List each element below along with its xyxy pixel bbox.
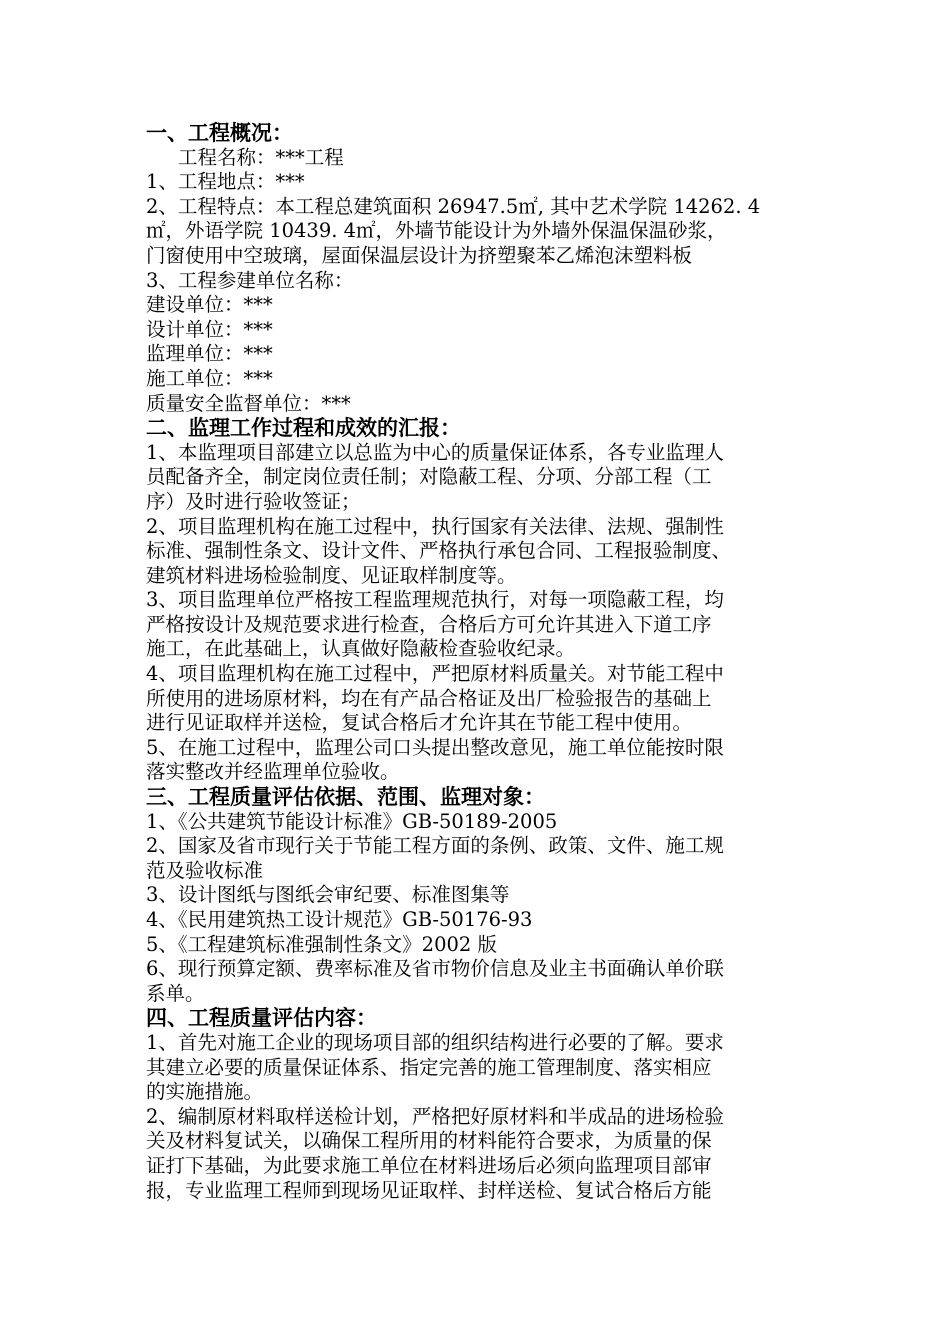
text-line: 建设单位：***	[146, 293, 273, 317]
text-line: ㎡，外语学院 10439. 4㎡，外墙节能设计为外墙外保温保温砂浆，	[146, 219, 727, 243]
text-line: 4、项目监理机构在施工过程中，严把原材料质量关。对节能工程中	[146, 662, 724, 686]
section-heading: 三、工程质量评估依据、范围、监理对象：	[146, 784, 545, 810]
section-heading: 一、工程概况：	[146, 120, 293, 145]
text-line: 1、《公共建筑节能设计标准》GB-50189-2005	[146, 809, 558, 833]
text-line: 建筑材料进场检验制度、见证取样制度等。	[146, 563, 517, 587]
text-line: 进行见证取样并送检，复试合格后才允许其在节能工程中使用。	[146, 711, 693, 735]
text-line: 严格按设计及规范要求进行检查，合格后方可允许其进入下道工序	[146, 612, 712, 636]
text-line: 设计单位：***	[146, 317, 273, 341]
text-line: 3、项目监理单位严格按工程监理规范执行，对每一项隐蔽工程，均	[146, 588, 724, 612]
text-line: 5、《工程建筑标准强制性条文》2002 版	[146, 932, 497, 956]
text-line: 1、本监理项目部建立以总监为中心的质量保证体系，各专业监理人	[146, 440, 724, 464]
text-line: 监理单位：***	[146, 342, 273, 366]
text-line: 2、国家及省市现行关于节能工程方面的条例、政策、文件、施工规	[146, 834, 724, 858]
section-heading: 四、工程质量评估内容：	[146, 1005, 377, 1031]
text-line: 落实整改并经监理单位验收。	[146, 760, 400, 784]
text-line: 序）及时进行验收签证；	[146, 489, 361, 513]
text-line: 系单。	[146, 981, 205, 1005]
text-line: 所使用的进场原材料，均在有产品合格证及出厂检验报告的基础上	[146, 686, 712, 710]
text-line: 的实施措施。	[146, 1080, 264, 1104]
document-page	[146, 121, 816, 1203]
text-line: 2、工程特点：本工程总建筑面积 26947.5㎡, 其中艺术学院 14262. 4	[146, 194, 761, 218]
text-line: 范及验收标准	[146, 858, 264, 882]
text-line: 员配备齐全，制定岗位责任制；对隐蔽工程、分项、分部工程（工	[146, 465, 712, 489]
text-line: 报，专业监理工程师到现场见证取样、封样送检、复试合格后方能	[146, 1178, 712, 1202]
text-line: 1、工程地点：***	[146, 170, 305, 194]
text-line: 施工，在此基础上，认真做好隐蔽检查验收纪录。	[146, 637, 576, 661]
text-line: 工程名称：***工程	[178, 145, 344, 169]
text-line: 3、工程参建单位名称：	[146, 268, 354, 292]
text-line: 1、首先对施工企业的现场项目部的组织结构进行必要的了解。要求	[146, 1030, 724, 1054]
text-line: 门窗使用中空玻璃，屋面保温层设计为挤塑聚苯乙烯泡沫塑料板	[146, 243, 693, 267]
text-line: 其建立必要的质量保证体系、指定完善的施工管理制度、落实相应	[146, 1055, 712, 1079]
text-line: 5、在施工过程中，监理公司口头提出整改意见，施工单位能按时限	[146, 735, 724, 759]
text-line: 3、设计图纸与图纸会审纪要、标准图集等	[146, 883, 510, 907]
text-line: 施工单位：***	[146, 366, 273, 390]
text-line: 证打下基础，为此要求施工单位在材料进场后必须向监理项目部审	[146, 1153, 712, 1177]
section-heading: 二、监理工作过程和成效的汇报：	[146, 415, 461, 441]
text-line: 标准、强制性条文、设计文件、严格执行承包合同、工程报验制度、	[146, 539, 732, 563]
text-line: 关及材料复试关，以确保工程所用的材料能符合要求，为质量的保	[146, 1129, 712, 1153]
text-line: 4、《民用建筑热工设计规范》GB-50176-93	[146, 908, 533, 931]
text-line: 质量安全监督单位：***	[146, 391, 351, 415]
text-line: 6、现行预算定额、费率标准及省市物价信息及业主书面确认单价联	[146, 957, 724, 981]
text-line: 2、项目监理机构在施工过程中，执行国家有关法律、法规、强制性	[146, 514, 724, 538]
text-line: 2、编制原材料取样送检计划，严格把好原材料和半成品的进场检验	[146, 1104, 724, 1128]
